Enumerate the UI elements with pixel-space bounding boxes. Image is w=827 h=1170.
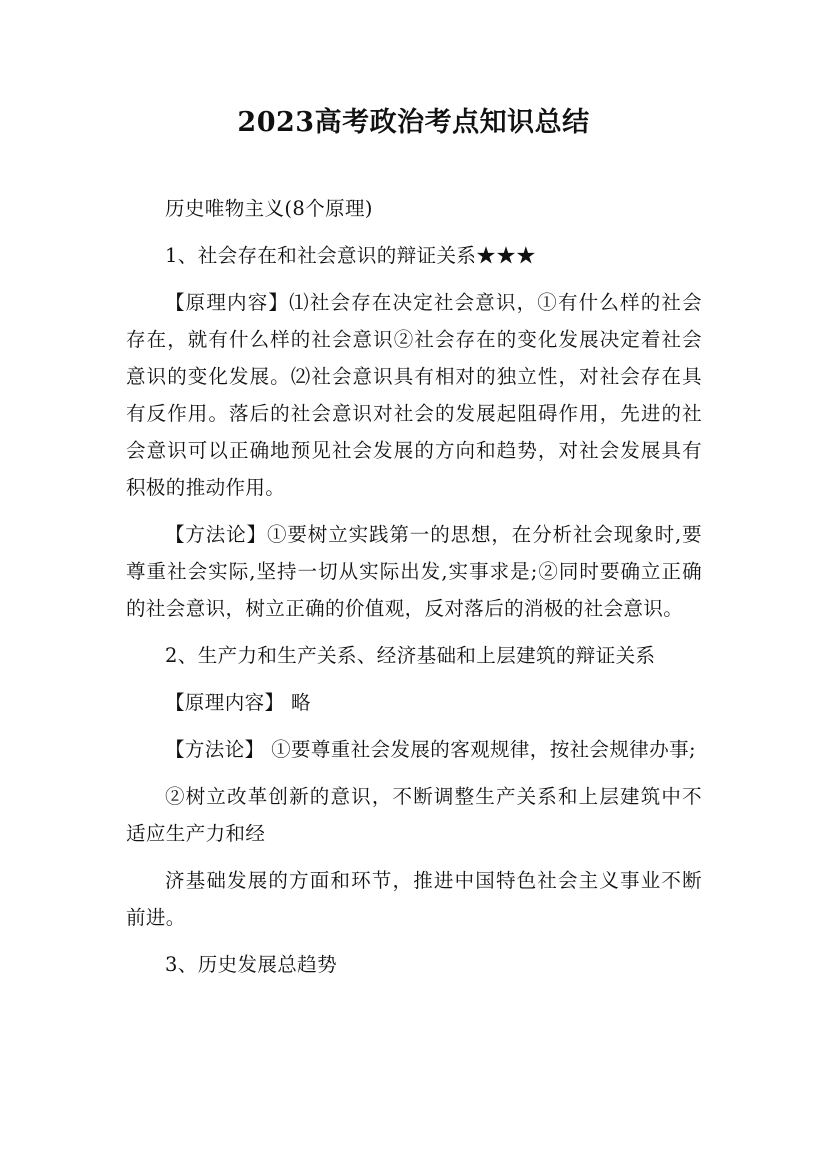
methodology-2: 【方法论】 ①要尊重社会发展的客观规律，按社会规律办事; — [165, 738, 696, 761]
principle-content-2: 【原理内容】 略 — [165, 691, 311, 714]
topic-heading-2: 2、生产力和生产关系、经济基础和上层建筑的辩证关系 — [165, 644, 656, 667]
document-title: 2023高考政治考点知识总结 — [237, 107, 590, 138]
methodology-1: 【方法论】①要树立实践第一的思想，在分析社会现象时,要尊重社会实际,坚持一切从实际出发,实事求是;②同时要确立正确的社会意识，树立正确的价值观，反对落后的消极的社会意识。 — [126, 523, 702, 620]
topic-heading-1: 1、社会存在和社会意识的辩证关系★★★ — [165, 244, 537, 267]
methodology-2-item-2: ②树立改革创新的意识，不断调整生产关系和上层建筑中不适应生产力和经 — [126, 785, 702, 845]
principle-content-1: 【原理内容】⑴社会存在决定社会意识，①有什么样的社会存在，就有什么样的社会意识②社会存在的变化发展决定着社会意识的变化发展。⑵社会意识具有相对的独立性，对社会存在具有反作用。落后的社会意识对社会的发展起阻碍作用，先进的社会意识可以正确地预见社会发展的方向和趋势，对社会发展具有积极的推动作用。 — [126, 291, 702, 499]
section-heading-historical-materialism: 历史唯物主义(8个原理) — [165, 197, 373, 220]
methodology-2-continued: 济基础发展的方面和环节，推进中国特色社会主义事业不断前进。 — [126, 869, 702, 929]
topic-heading-3: 3、历史发展总趋势 — [165, 953, 338, 976]
document-body — [126, 190, 702, 993]
